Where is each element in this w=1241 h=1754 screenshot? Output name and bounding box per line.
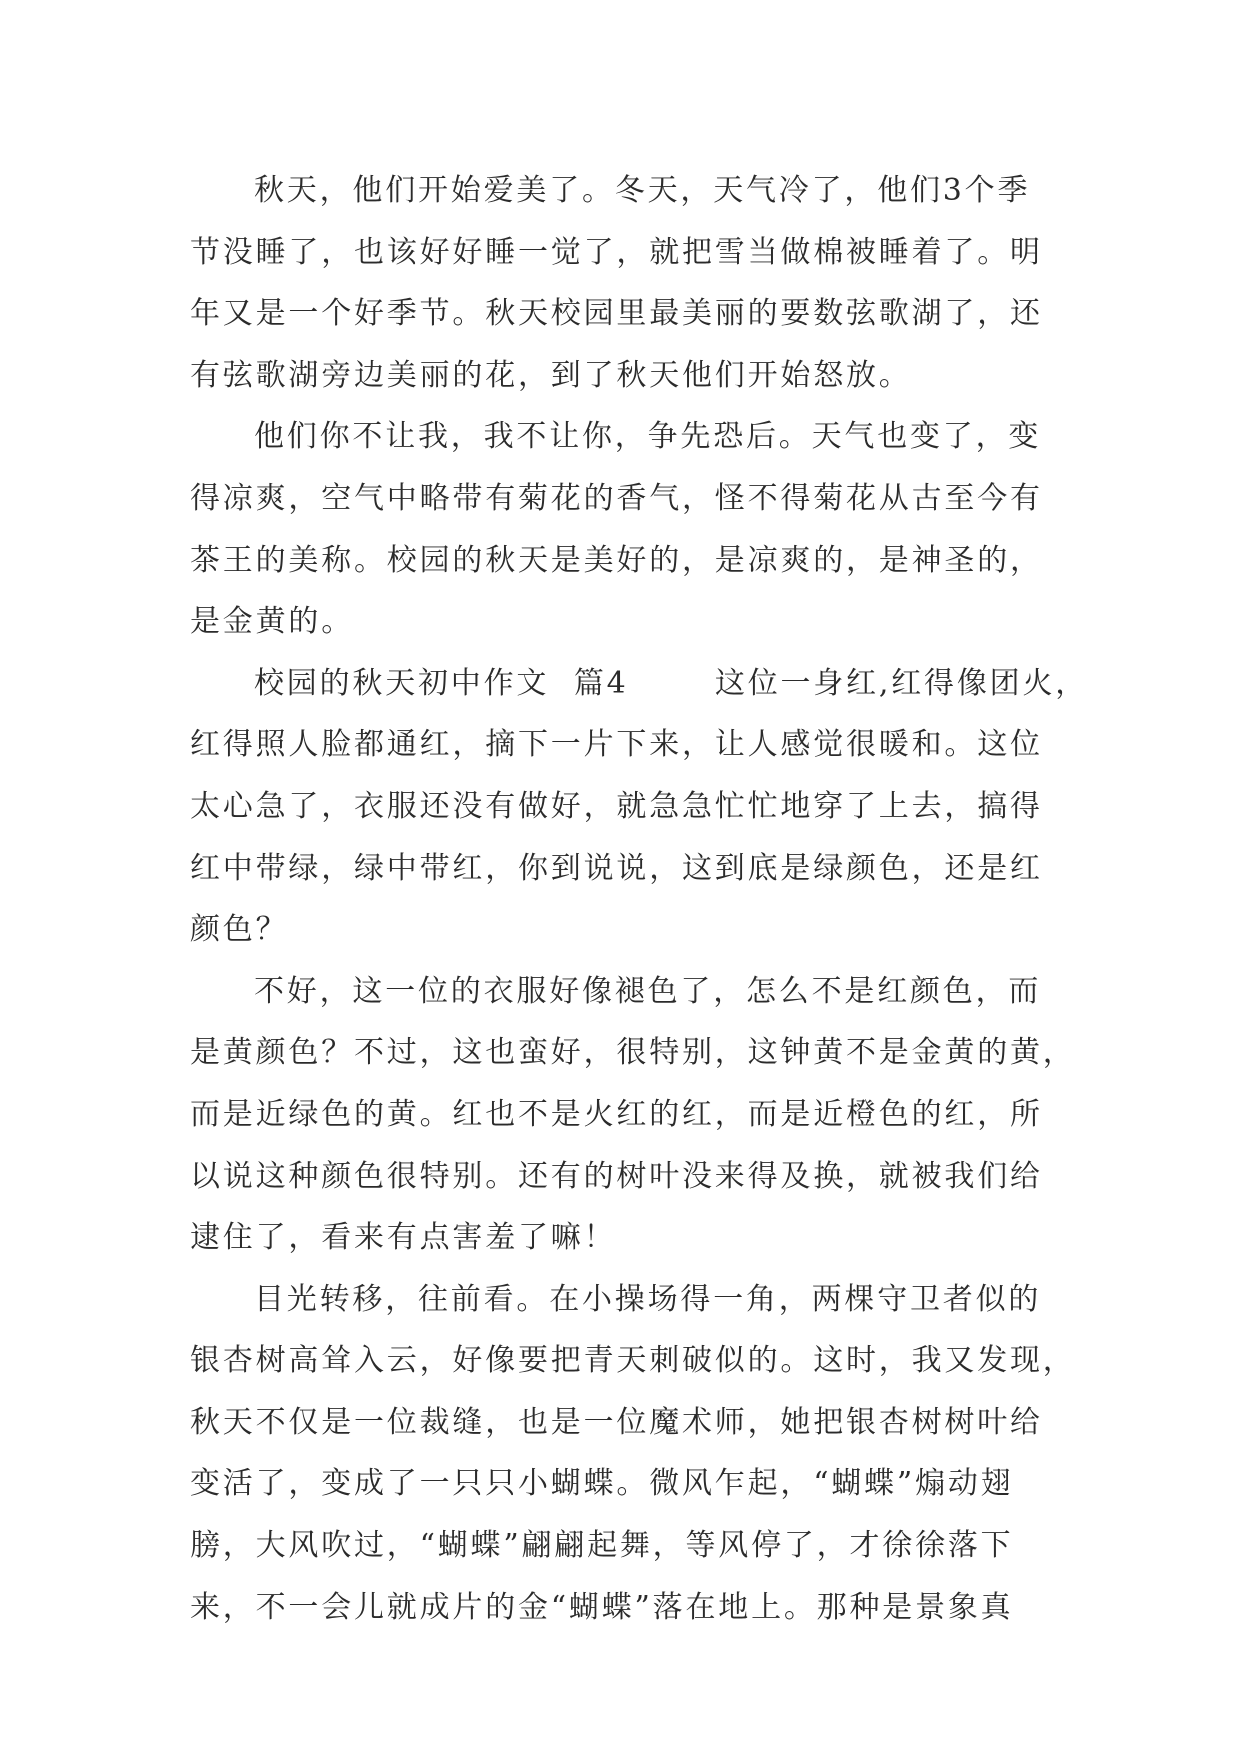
text-line: 年又是一个好季节。秋天校园里最美丽的要数弦歌湖了，还 bbox=[190, 296, 1043, 332]
text-line: 红得照人脸都通红，摘下一片下来，让人感觉很暖和。这位 bbox=[190, 727, 1043, 763]
text-line: 不好，这一位的衣服好像褪色了，怎么不是红颜色，而 bbox=[254, 973, 1042, 1009]
essay-text bbox=[190, 160, 1089, 1638]
text-line: 红中带绿，绿中带红，你到说说，这到底是绿颜色，还是红 bbox=[190, 850, 1043, 886]
text-line: 得凉爽，空气中略带有菊花的香气，怪不得菊花从古至今有 bbox=[190, 480, 1043, 516]
section-heading-line: 校园的秋天初中作文 篇4 这位一身红,红得像团火， bbox=[254, 665, 1089, 701]
text-line: 秋天，他们开始爱美了。冬天，天气冷了，他们3个季 bbox=[254, 173, 1031, 208]
text-line: 是金黄的。 bbox=[190, 604, 354, 640]
text-line: 他们你不让我，我不让你，争先恐后。天气也变了，变 bbox=[254, 419, 1042, 455]
text-line: 而是近绿色的黄。红也不是火红的红，而是近橙色的红，所 bbox=[190, 1096, 1043, 1132]
text-line: 茶王的美称。校园的秋天是美好的，是凉爽的，是神圣的， bbox=[190, 542, 1043, 578]
text-line: 目光转移，往前看。在小操场得一角，两棵守卫者似的 bbox=[254, 1281, 1042, 1317]
text-line: 是黄颜色？不过，这也蛮好，很特别，这钟黄不是金黄的黄， bbox=[190, 1035, 1076, 1071]
text-line: 节没睡了，也该好好睡一觉了，就把雪当做棉被睡着了。明 bbox=[190, 234, 1043, 270]
text-line: 来，不一会儿就成片的金“蝴蝶”落在地上。那种是景象真 bbox=[190, 1589, 1014, 1625]
text-line: 有弦歌湖旁边美丽的花，到了秋天他们开始怒放。 bbox=[190, 357, 912, 393]
text-line: 颜色？ bbox=[190, 912, 289, 948]
text-line: 以说这种颜色很特别。还有的树叶没来得及换，就被我们给 bbox=[190, 1158, 1043, 1194]
text-line: 银杏树高耸入云，好像要把青天刺破似的。这时，我又发现， bbox=[190, 1343, 1076, 1379]
text-line: 逮住了，看来有点害羞了嘛！ bbox=[190, 1220, 617, 1256]
text-line: 秋天不仅是一位裁缝，也是一位魔术师，她把银杏树树叶给 bbox=[190, 1404, 1043, 1440]
text-line: 膀，大风吹过，“蝴蝶”翩翩起舞，等风停了，才徐徐落下 bbox=[190, 1528, 1014, 1564]
text-line: 太心急了，衣服还没有做好，就急急忙忙地穿了上去，搞得 bbox=[190, 788, 1043, 824]
text-line: 变活了，变成了一只只小蝴蝶。微风乍起，“蝴蝶”煽动翅 bbox=[190, 1466, 1014, 1502]
